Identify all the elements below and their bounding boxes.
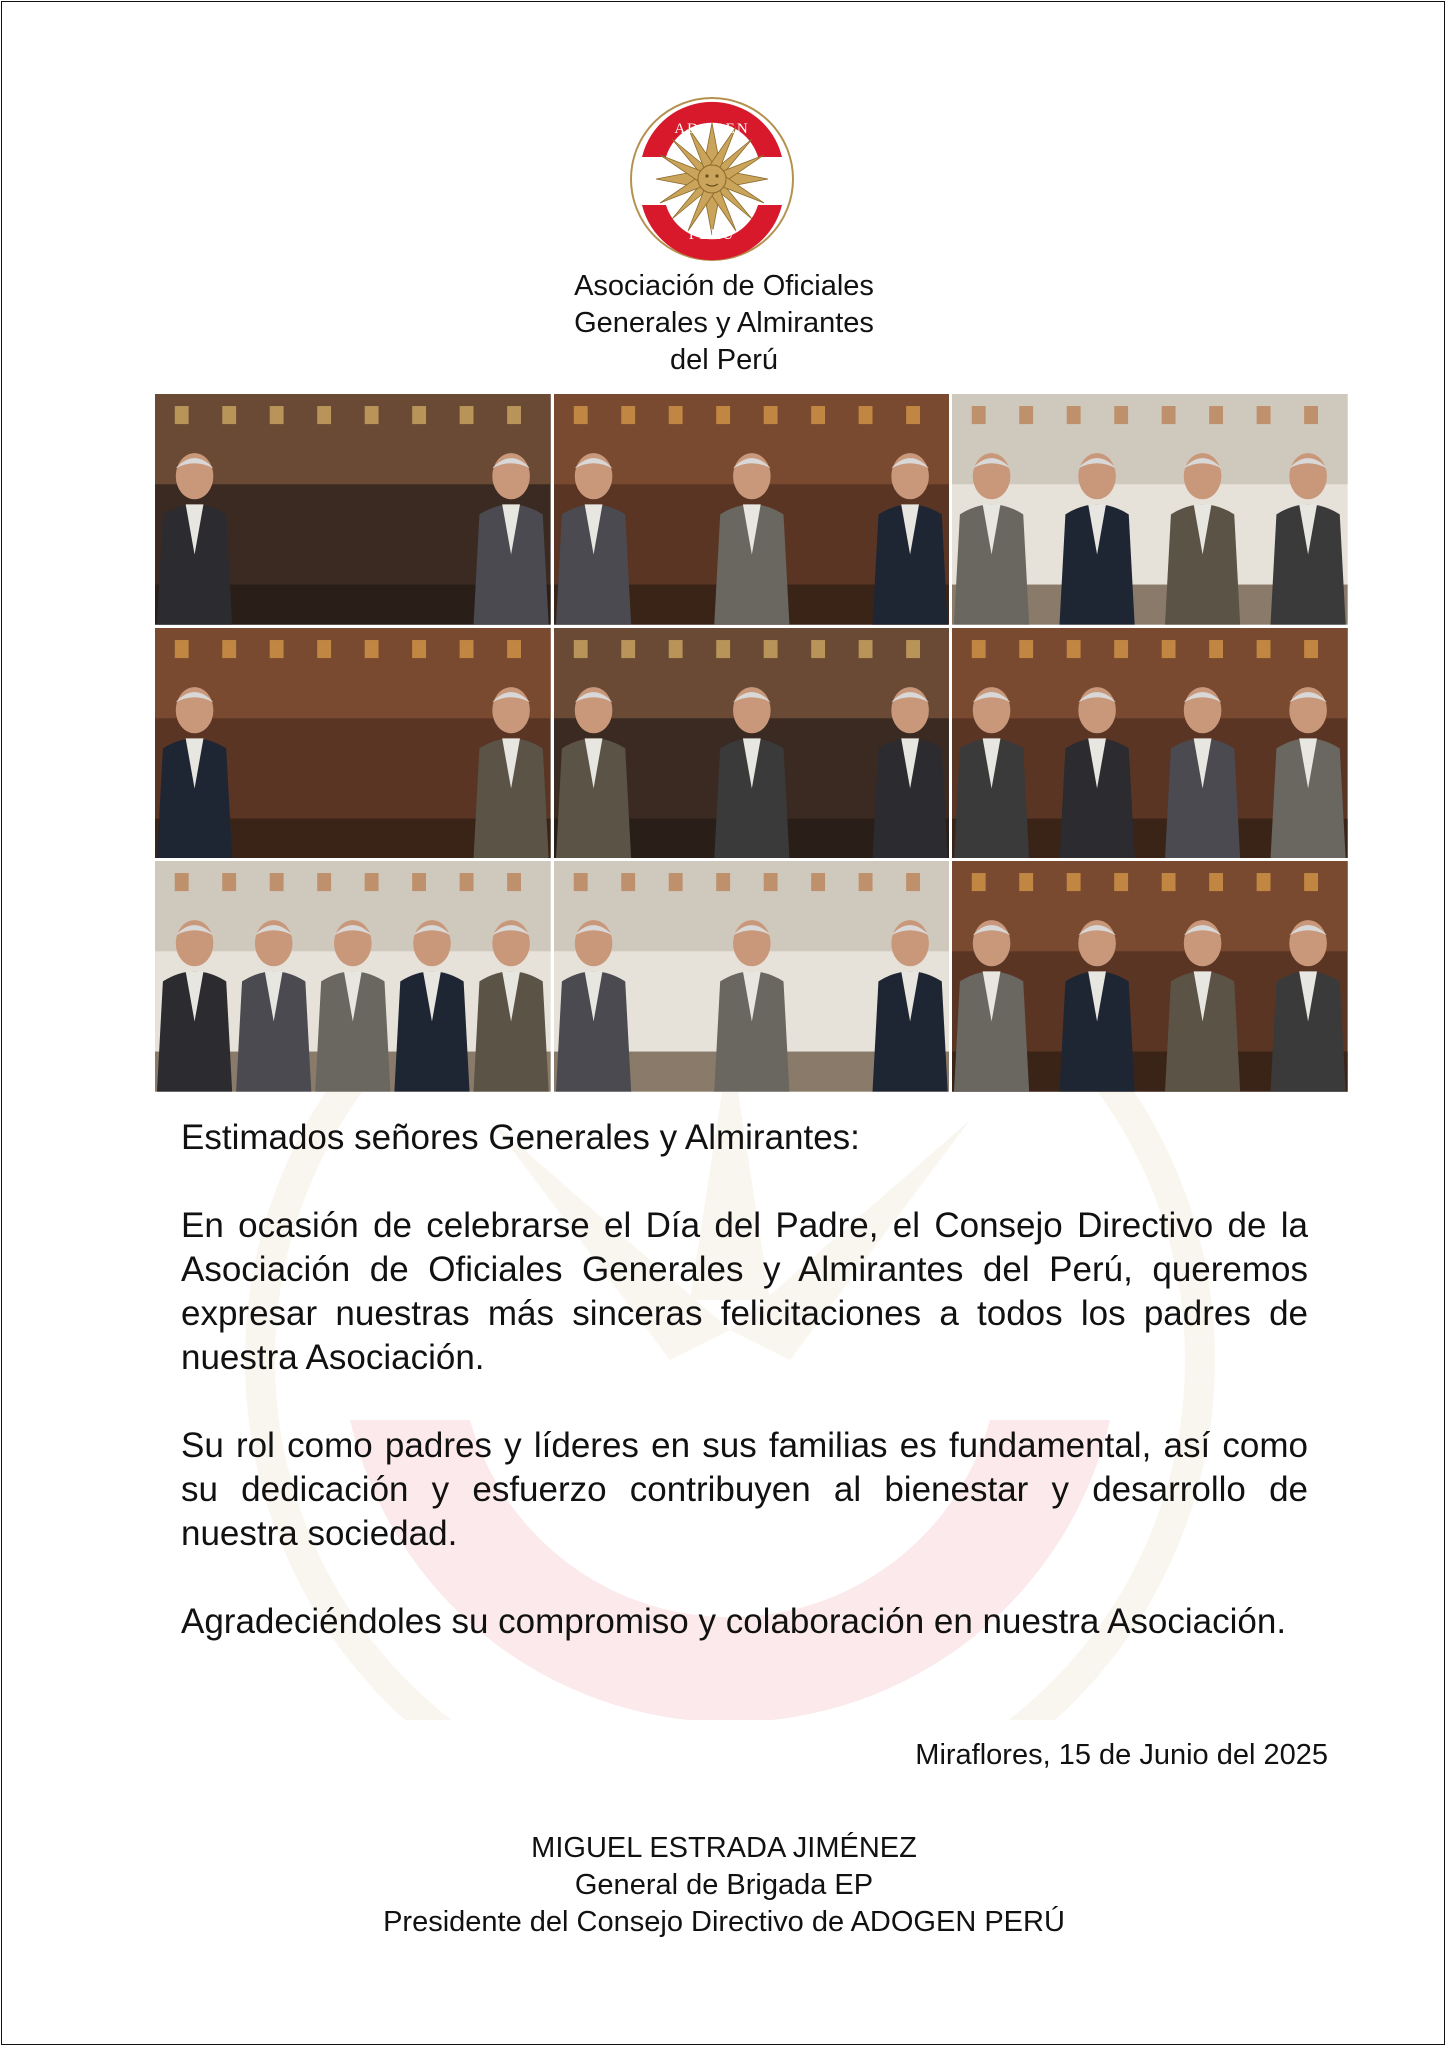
organization-name — [424, 268, 1024, 379]
photo-embrace-pair — [952, 861, 1348, 1092]
photo-six-group — [155, 861, 551, 1092]
letter-greeting: Estimados señores Generales y Almirantes: — [181, 1118, 860, 1157]
photo-bar-group-left — [155, 394, 551, 625]
photo-image-icon — [155, 628, 551, 859]
signature-block — [224, 1830, 1224, 1941]
photo-image-icon — [554, 861, 950, 1092]
signatory-name: MIGUEL ESTRADA JIMÉNEZ — [531, 1832, 917, 1864]
photo-bar-pair — [554, 628, 950, 859]
letter-paragraph-1: En ocasión de celebrarse el Día del Padre, el Consejo Directivo de la Asociación de Oficiales Generales y Almirantes del Perú, queremos expresar nuestras más sinceras felicitaciones a todos los padres de nuestra Asociación. — [181, 1206, 1308, 1377]
photo-image-icon — [155, 861, 551, 1092]
letter-paragraph-2: Su rol como padres y líderes en sus familias es fundamental, así como su dedicación y esfuerzo contribuyen al bienestar y desarrollo de nuestra sociedad. — [181, 1426, 1308, 1553]
letter-paragraph-3: Agradeciéndoles su compromiso y colaboración en nuestra Asociación. — [181, 1602, 1287, 1641]
photo-image-icon — [155, 394, 551, 625]
org-name-line-2: Generales y Almirantes — [574, 307, 874, 339]
logo-top-text: ADOGEN — [674, 121, 750, 137]
logo-bottom-text: PERU — [688, 227, 736, 243]
photo-lounge-pair — [155, 628, 551, 859]
photo-image-icon — [554, 628, 950, 859]
date-line: Miraflores, 15 de Junio del 2025 — [915, 1739, 1328, 1771]
photo-image-icon — [554, 394, 950, 625]
org-name-line-3: del Perú — [669, 344, 778, 376]
photo-table-group — [554, 394, 950, 625]
photo-image-icon — [952, 628, 1348, 859]
signatory-rank: General de Brigada EP — [574, 1869, 874, 1901]
photo-image-icon — [952, 394, 1348, 625]
photo-image-icon — [952, 861, 1348, 1092]
photo-collage — [155, 394, 1348, 1092]
org-name-line-1: Asociación de Oficiales — [574, 270, 874, 302]
photo-seated-pair — [952, 628, 1348, 859]
letter-body — [181, 1116, 1308, 1688]
photo-window-group — [952, 394, 1348, 625]
photo-three-table — [554, 861, 950, 1092]
adogen-logo-icon — [628, 95, 796, 263]
signatory-title: Presidente del Consejo Directivo de ADOGEN PERÚ — [383, 1906, 1065, 1938]
